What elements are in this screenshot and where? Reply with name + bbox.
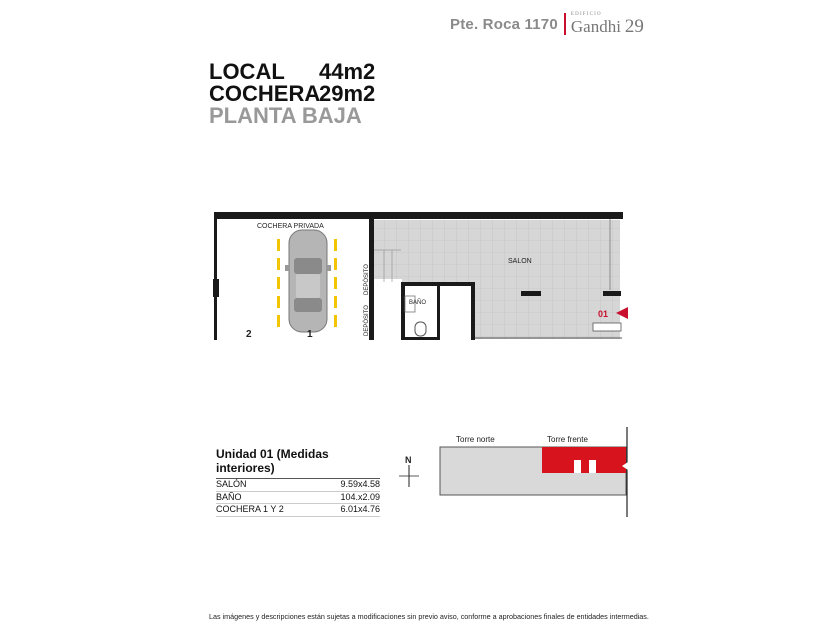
title-local-value: 44m2 [319, 59, 376, 84]
deposito-label-lower: DEPÓSITO [364, 305, 370, 336]
torre-norte-label: Torre norte [456, 435, 495, 444]
table-row [216, 504, 380, 517]
title-planta-label: PLANTA BAJA [209, 103, 362, 128]
title-cochera-value: 29m2 [319, 81, 376, 106]
parking-space-1: 1 [307, 329, 313, 340]
torre-frente-label: Torre frente [547, 435, 588, 444]
table-row [216, 492, 380, 505]
bano-label: BAÑO [409, 300, 427, 306]
row-size: 9.59x4.58 [340, 479, 380, 489]
site-plan [440, 427, 628, 517]
row-name: BAÑO [216, 491, 242, 502]
unit-marker-label: 01 [598, 309, 609, 319]
units-table [216, 447, 380, 517]
car-icon [285, 230, 331, 332]
row-size: 104.x2.09 [340, 491, 380, 502]
row-size: 6.01x4.76 [340, 504, 380, 514]
entrance-step [593, 323, 621, 331]
north-label: N [405, 455, 412, 465]
logo-number: 29 [624, 16, 644, 37]
salon-label: SALON [508, 258, 532, 265]
deposito-area [370, 279, 402, 339]
logo-name: Gandhi [570, 17, 621, 36]
logo-small-text: EDIFICIO [570, 12, 602, 17]
north-compass [399, 455, 419, 487]
address: Pte. Roca 1170 [450, 15, 558, 33]
parking-space-2: 2 [246, 329, 252, 340]
deposito-label-upper: DEPÓSITO [364, 264, 370, 295]
disclaimer: Las imágenes y descripciones están sujetas a modificaciones sin previo aviso, conforme a aprobaciones finales de entidades intermedias. [209, 612, 649, 621]
row-name: SALÓN [216, 479, 247, 489]
toilet-icon [415, 322, 426, 336]
row-name: COCHERA 1 Y 2 [216, 504, 284, 514]
title-cochera-label: COCHERA [209, 81, 321, 106]
cochera-label: COCHERA PRIVADA [257, 223, 324, 230]
table-row [216, 479, 380, 492]
column-area [437, 284, 474, 339]
title-local-label: LOCAL [209, 59, 285, 84]
units-table-title: Unidad 01 (Medidas interiores) [216, 447, 380, 479]
